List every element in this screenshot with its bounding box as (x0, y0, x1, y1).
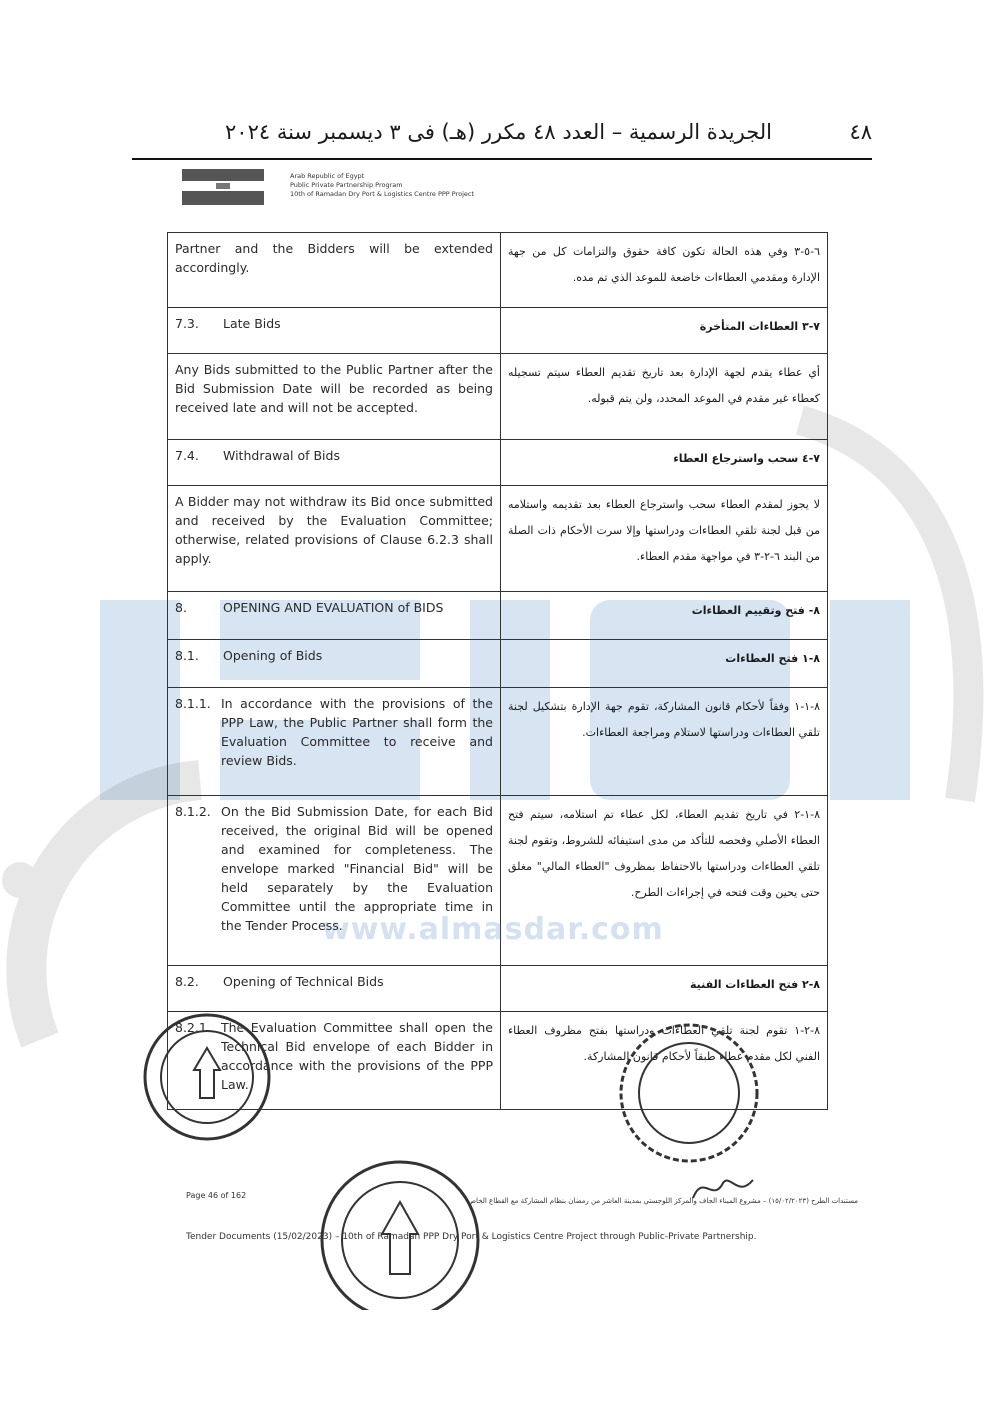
footer-english-line: Tender Documents (15/02/2023) – 10th of Ramadan PPP Dry Port & Logistics Centre Project through Public-Private Partnership. (186, 1232, 757, 1242)
watermark-url: www.almasdar.com (322, 912, 664, 947)
table-row (168, 486, 828, 592)
doc-header-line: Public Private Partnership Program (290, 181, 403, 189)
clause-text: In accordance with the provisions of the PPP Law, the Public Partner shall form the Evaluation Committee to receive and review Bids. (221, 696, 493, 768)
clause-title: Withdrawal of Bids (223, 448, 340, 463)
english-heading-cell (168, 966, 501, 1012)
doc-header-line: 10th of Ramadan Dry Port & Logistics Centre PPP Project (290, 190, 475, 198)
arabic-cell: ٨-٢-١ تقوم لجنة تلقي العطاءات ودراستها بفتح مظروف العطاء الفني لكل مقدم عطاء طبقاً لأحكام قانون المشاركة. (501, 1012, 828, 1110)
english-cell: A Bidder may not withdraw its Bid once submitted and received by the Evaluation Committee; otherwise, related provisions of Clause 6.2.3 shall apply. (168, 486, 501, 592)
bilingual-clauses-table (167, 232, 828, 1110)
footer-arabic-line: مستندات الطرح (١٥/٠٢/٢٠٢٣) – مشروع الميناء الجاف والمركز اللوجستي بمدينة العاشر من رمضان بنظام المشاركة مع القطاع الخاص (467, 1197, 858, 1205)
english-heading-cell (168, 592, 501, 640)
table-row (168, 640, 828, 688)
clause-number: 8.2.1. (175, 1020, 211, 1035)
arabic-cell: ٨-١-١ وفقاً لأحكام قانون المشاركة، تقوم جهة الإدارة بتشكيل لجنة تلقي العطاءات ودراستها لاستلام ومراجعة العطاءات. (501, 688, 828, 796)
table-row (168, 308, 828, 354)
arabic-heading-cell: ٨-١ فتح العطاءات (501, 640, 828, 688)
program-logo (180, 167, 266, 207)
english-subclause-cell (168, 688, 501, 796)
english-cell: Partner and the Bidders will be extended accordingly. (168, 233, 501, 308)
table-row (168, 354, 828, 440)
english-heading-cell (168, 440, 501, 486)
table-row (168, 966, 828, 1012)
english-heading-cell (168, 640, 501, 688)
clause-title: Opening of Technical Bids (223, 974, 384, 989)
gazette-header (132, 118, 872, 160)
arabic-heading-cell: ٧-٤ سحب واسترجاع العطاء (501, 440, 828, 486)
clause-number: 7.3. (175, 316, 199, 331)
doc-header-line: Arab Republic of Egypt (290, 172, 365, 180)
table-row (168, 688, 828, 796)
arabic-cell: أي عطاء يقدم لجهة الإدارة بعد تاريخ تقديم العطاء سيتم تسجيله كعطاء غير مقدم في الموعد المحدد، ولن يتم قبوله. (501, 354, 828, 440)
clause-title: OPENING AND EVALUATION of BIDS (223, 600, 444, 615)
clause-text: The Evaluation Committee shall open the Technical Bid envelope of each Bidder in accordance with the provisions of the PPP Law. (221, 1020, 493, 1092)
arabic-heading-cell: ٨-٢ فتح العطاءات الفنية (501, 966, 828, 1012)
clause-number: 8. (175, 600, 187, 615)
official-seal-stamp (300, 1150, 500, 1310)
clause-number: 8.1.2. (175, 804, 211, 819)
table-row (168, 233, 828, 308)
document-header (290, 172, 474, 199)
footer-page-number: Page 46 of 162 (186, 1191, 247, 1200)
arabic-cell: ٦-٥-٣ وفي هذه الحالة تكون كافة حقوق والتزامات كل من جهة الإدارة ومقدمي العطاءات خاضعة للموعد الذي تم مده. (501, 233, 828, 308)
english-heading-cell (168, 308, 501, 354)
clause-title: Opening of Bids (223, 648, 323, 663)
arabic-heading-cell: ٨- فتح وتقييم العطاءات (501, 592, 828, 640)
clause-number: 7.4. (175, 448, 199, 463)
arabic-heading-cell: ٧-٣ العطاءات المتأخرة (501, 308, 828, 354)
clause-number: 8.2. (175, 974, 199, 989)
arabic-cell: ٨-١-٢ في تاريخ تقديم العطاء، لكل عطاء تم استلامه، سيتم فتح العطاء الأصلي وفحصه للتأكد من مدى استيفائه للشروط، وتقوم لجنة تلقي العطاءات ودراستها بالاحتفاظ بمظروف "العطاء المالي" مغلق حتى يحين وقت فتحه في إجراءات الطرح. (501, 796, 828, 966)
table-row (168, 592, 828, 640)
clause-number: 8.1.1. (175, 696, 211, 711)
official-seal-stamp (140, 1010, 275, 1145)
arabic-cell: لا يجوز لمقدم العطاء سحب واسترجاع العطاء بعد تقديمه واستلامه من قبل لجنة تلقي العطاءات ودراستها وإلا سرت الأحكام ذات الصلة من البند ٦-٢-٣ في مواجهة مقدم العطاء. (501, 486, 828, 592)
clause-text: On the Bid Submission Date, for each Bid received, the original Bid will be opened and examined for completeness. The envelope marked "Financial Bid" will be held separately by the Evaluation Committee until the appropriate time in the Tender Process. (221, 804, 493, 933)
gazette-page-number: ٤٨ (849, 120, 872, 144)
clause-number: 8.1. (175, 648, 199, 663)
clause-title: Late Bids (223, 316, 281, 331)
gazette-title: الجريدة الرسمية – العدد ٤٨ مكرر (هـ) فى ٣ ديسمبر سنة ٢٠٢٤ (225, 120, 772, 144)
english-cell: Any Bids submitted to the Public Partner after the Bid Submission Date will be recorded as being received late and will not be accepted. (168, 354, 501, 440)
table-row (168, 440, 828, 486)
official-seal-stamp (614, 1018, 764, 1168)
